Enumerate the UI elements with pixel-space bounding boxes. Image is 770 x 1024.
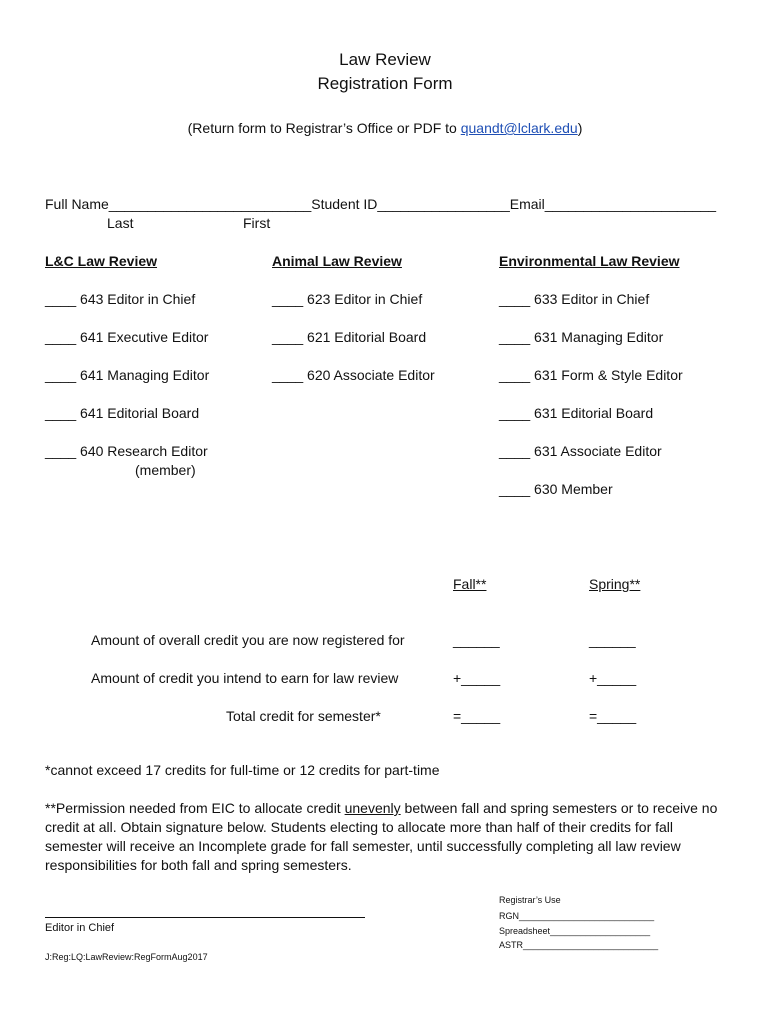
permission-note-line3: semester will receive an Incomplete grade for fall semester, until successfully completing all law review — [45, 838, 681, 854]
option-item[interactable]: ____ 641 Managing Editor — [45, 367, 210, 383]
option-item[interactable]: ____ 640 Research Editor — [45, 443, 208, 459]
return-email-link[interactable]: quandt@lclark.edu — [460, 120, 578, 136]
credit-row-label: Amount of overall credit you are now registered for — [91, 632, 405, 648]
spring-credit-field[interactable]: +_____ — [589, 670, 637, 686]
option-item[interactable]: ____ 623 Editor in Chief — [272, 291, 423, 307]
student-info-line[interactable]: Full Name__________________________Student ID_________________Email______________________ — [45, 196, 717, 212]
fall-credit-field[interactable]: ______ — [453, 632, 500, 648]
form-title-line2: Registration Form — [317, 74, 453, 93]
spring-header: Spring** — [589, 576, 641, 592]
signature-label: Editor in Chief — [45, 922, 115, 934]
credit-row-label: Total credit for semester* — [226, 708, 381, 724]
astr-field[interactable]: ASTR___________________________ — [499, 940, 659, 950]
animal-law-review-heading: Animal Law Review — [272, 253, 402, 269]
permission-note-text: between fall and spring semesters or to receive no — [400, 800, 718, 816]
fall-header: Fall** — [453, 576, 487, 592]
option-item[interactable]: ____ 643 Editor in Chief — [45, 291, 196, 307]
option-item[interactable]: ____ 630 Member — [499, 481, 613, 497]
credit-limit-note: *cannot exceed 17 credits for full-time or 12 credits for part-time — [45, 762, 440, 778]
option-item[interactable]: ____ 631 Editorial Board — [499, 405, 654, 421]
option-item[interactable]: ____ 631 Form & Style Editor — [499, 367, 683, 383]
first-name-sublabel: First — [243, 215, 271, 231]
spring-credit-field[interactable]: ______ — [589, 632, 636, 648]
return-prefix: (Return form to Registrar’s Office or PDF to — [187, 120, 461, 136]
return-instructions — [0, 120, 770, 136]
option-item[interactable]: ____ 641 Executive Editor — [45, 329, 209, 345]
return-suffix: ) — [577, 120, 583, 136]
permission-note-text: **Permission needed from EIC to allocate credit — [45, 800, 345, 816]
permission-note-line4: responsibilities for both fall and spring semesters. — [45, 857, 352, 873]
unevenly-emphasis: unevenly — [344, 800, 401, 816]
option-item[interactable]: ____ 620 Associate Editor — [272, 367, 435, 383]
form-title-line1: Law Review — [339, 50, 431, 69]
permission-note-line1 — [45, 800, 717, 816]
rgn-field[interactable]: RGN___________________________ — [499, 911, 655, 921]
signature-line[interactable] — [45, 917, 365, 918]
spreadsheet-field[interactable]: Spreadsheet____________________ — [499, 926, 651, 936]
credit-row-label: Amount of credit you intend to earn for law review — [91, 670, 399, 686]
lc-law-review-heading: L&C Law Review — [45, 253, 158, 269]
member-note: (member) — [135, 462, 196, 478]
option-item[interactable]: ____ 631 Associate Editor — [499, 443, 662, 459]
environmental-law-review-heading: Environmental Law Review — [499, 253, 680, 269]
option-item[interactable]: ____ 633 Editor in Chief — [499, 291, 650, 307]
option-item[interactable]: ____ 641 Editorial Board — [45, 405, 200, 421]
fall-credit-field[interactable]: =_____ — [453, 708, 501, 724]
last-name-sublabel: Last — [107, 215, 134, 231]
option-item[interactable]: ____ 631 Managing Editor — [499, 329, 664, 345]
spring-credit-field[interactable]: =_____ — [589, 708, 637, 724]
fall-credit-field[interactable]: +_____ — [453, 670, 501, 686]
option-item[interactable]: ____ 621 Editorial Board — [272, 329, 427, 345]
document-code: J:Reg:LQ:LawReview:RegFormAug2017 — [45, 952, 208, 962]
registrar-use-title: Registrar’s Use — [499, 895, 561, 905]
permission-note-line2: credit at all. Obtain signature below. Students electing to allocate more than half of their credits for fall — [45, 819, 674, 835]
